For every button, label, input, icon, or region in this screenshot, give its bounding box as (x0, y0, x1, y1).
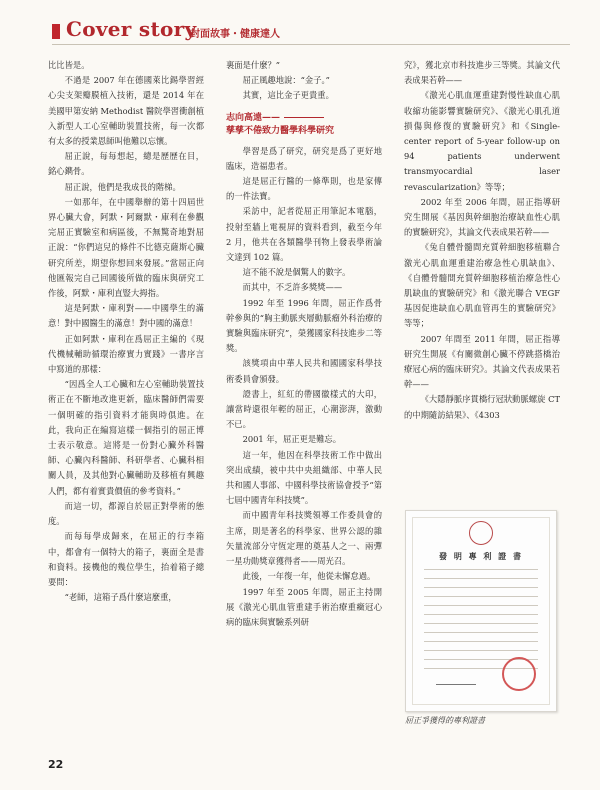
paragraph: “老師，這箱子爲什麼這麼重， (64, 592, 177, 603)
article-column-2 (226, 58, 382, 630)
paragraph: 《激光心肌血運重建對慢性缺血心肌收縮功能影響實驗研究》、《激光心肌孔道損傷與修復的實驗研究》和《Single-center report of 5-year follow-up on 94 patients underwent transmyocardial laser revascularization》等等； (404, 90, 560, 192)
section-subtitle: 封面故事・健康達人 (190, 29, 280, 40)
paragraph: 究》，獲北京市科技進步三等獎。其論文代表成果若幹—— (404, 60, 560, 86)
page-number: 22 (48, 758, 64, 771)
paragraph: 屈正說，他們是我成長的階梯。 (64, 181, 181, 192)
section-heading (226, 112, 382, 138)
paragraph: 這是屈正行醫的一條準則，也是家傳的一件法寶。 (226, 176, 382, 202)
paragraph: 此後，一年復一年，他從未懈怠過。 (242, 571, 376, 582)
paragraph: 2002 年至 2006 年間，屈正指導研究生開展《基因與幹細胞治療缺血性心肌的實驗研究》，其論文代表成果若幹—— (404, 196, 560, 238)
paragraph: 而每每學成歸來，在屈正的行李箱中，都會有一個特大的箱子，裏面全是書和資料。接機他的幾位學生，抬着箱子總要問： (48, 531, 204, 587)
paragraph: 屈正說，每每想起，總是歷歷在目，銘心鐫骨。 (48, 151, 204, 177)
paragraph: 《兔自體骨髓間充質幹細胞移植聯合激光心肌血運重建治療急性心肌缺血》、《自體骨髓間充質幹細胞移植治療急性心肌缺血的實驗研究》和《激光聯合 VEGF 基因促進缺血心肌血管再生的實驗研究》等等； (404, 242, 560, 329)
paragraph: 一如那年，在中國舉辦的第十四屆世界心臟大會，阿默・阿爾默・庫利在參觀完屈正實驗室和病區後，不無驚奇地對屈正說：“你們這兒的條件不比德克薩斯心臟研究所差，期望你想回來發展。”當屈正向他匯報完自己回國後所做的臨床與研究工作後，阿默・庫利直豎大拇指。 (48, 196, 204, 299)
official-seal-icon (502, 657, 536, 691)
paragraph: 屈正風趣地說：“金子。” (242, 75, 330, 86)
article-column-3 (404, 58, 560, 423)
paragraph: 采訪中，記者從屈正用筆記本電腦，投射至牆上電視屏的資料看到，截至今年 2 月，他共在各類醫學刊物上發表學術論文達到 102 篇。 (226, 206, 382, 263)
national-emblem-icon (469, 521, 493, 545)
paragraph: 《大隱靜脈序貫橋行冠狀動脈螺旋 CT 的中期隨訪結果》、《4303 (404, 394, 560, 420)
section-heading-line-1: 志向高遠—— (226, 112, 382, 125)
signature-icon (436, 684, 476, 685)
paragraph: 而這一切，都源自於屈正對學術的態度。 (48, 500, 204, 527)
paragraph: 這一年，他因在科學技術工作中做出突出成績，被中共中央組織部、中華人民共和國人事部、中國科學技術協會授予“第七屆中國青年科技獎”。 (226, 449, 382, 506)
paragraph: 而中國青年科技獎領導工作委員會的主席，則是著名的科學家、世界公認的雜矢量流部分守恆定理的奠基人之一、兩彈一星功勛獎章獲得者——周光召。 (226, 510, 382, 567)
paragraph: 2007 年間至 2011 年間，屈正指導研究生開展《有關微創心臟不停跳搭橋治療冠心病的臨床研究》。其論文代表成果若幹—— (404, 333, 560, 390)
paragraph: 證書上，紅紅的帶國徽樣式的大印，讓當時還很年輕的屈正，心潮澎湃，激動不已。 (226, 388, 382, 430)
paragraph: 裏面是什麼？” (226, 60, 281, 70)
page-header (0, 0, 600, 48)
paragraph: “因爲全人工心臟和左心室輔助裝置技術正在不斷地改進更新，臨床醫師們需要一個明確的指引資料才能與時俱進。在此，我向正在編寫這樣一個指引的屈正博士表示敬意。這將是一份對心臟外科醫師、心臟內科醫師、科研學者、心臟科相關人員，及其他對心臟輔助及移植有興趣人們，都有着實貴價值的參考資料。” (48, 379, 204, 496)
image-caption: 屈正爭獲得的專利證書 (405, 716, 485, 725)
article-column-1 (48, 58, 204, 605)
paragraph: 其實，這比金子更貴重。 (242, 90, 334, 101)
paragraph: 不過是 2007 年在德國萊比錫學習經心尖支架瓣膜植入技術，還是 2014 年在美國甲第安納 Methodist 醫院學習衝創植入新型人工心室輔助裝置技術，每一次都有太多的授業恩師叫他難以忘懷。 (48, 75, 204, 147)
section-heading-line-2: 孳孳不倦致力醫學科學研究 (226, 125, 335, 136)
paragraph: 比比皆是。 (48, 60, 90, 70)
patent-certificate-image (405, 510, 557, 712)
paragraph: 1997 年至 2005 年間，屈正主持開展《激光心肌血管重建手術治療重癥冠心病的臨床與實驗系列研 (226, 586, 382, 627)
paragraph: 正如阿默・庫利在爲屈正主編的《現代機械輔助循環治療實力實踐》一書序言中寫道的那樣： (48, 333, 204, 375)
paragraph: 而其中，不乏許多獎獎—— (242, 282, 343, 293)
paragraph: 1992 年至 1996 年間，屈正作爲骨幹參與的“胸主動脈夾層動脈瘤外科治療的實驗與臨床研究”，榮獲國家科技進步二等獎。 (226, 297, 382, 354)
header-rule (52, 44, 570, 45)
certificate-title: 發 明 專 利 證 書 (439, 552, 523, 561)
header-accent-bar (52, 24, 60, 39)
paragraph: 2001 年，屈正更是難忘。 (242, 434, 342, 445)
paragraph: 這是阿默・庫利對——中國學生的滿意！對中國醫生的滿意！對中國的滿意！ (48, 303, 204, 329)
paragraph: 該獎項由中華人民共和國國家科學技術委員會頒發。 (226, 358, 382, 384)
section-title: Cover story (66, 17, 197, 41)
paragraph: 學習是爲了研究，研究是爲了更好地臨床，造福患者。 (226, 145, 382, 171)
paragraph: 這不能不說是個驚人的數字。 (242, 267, 351, 278)
